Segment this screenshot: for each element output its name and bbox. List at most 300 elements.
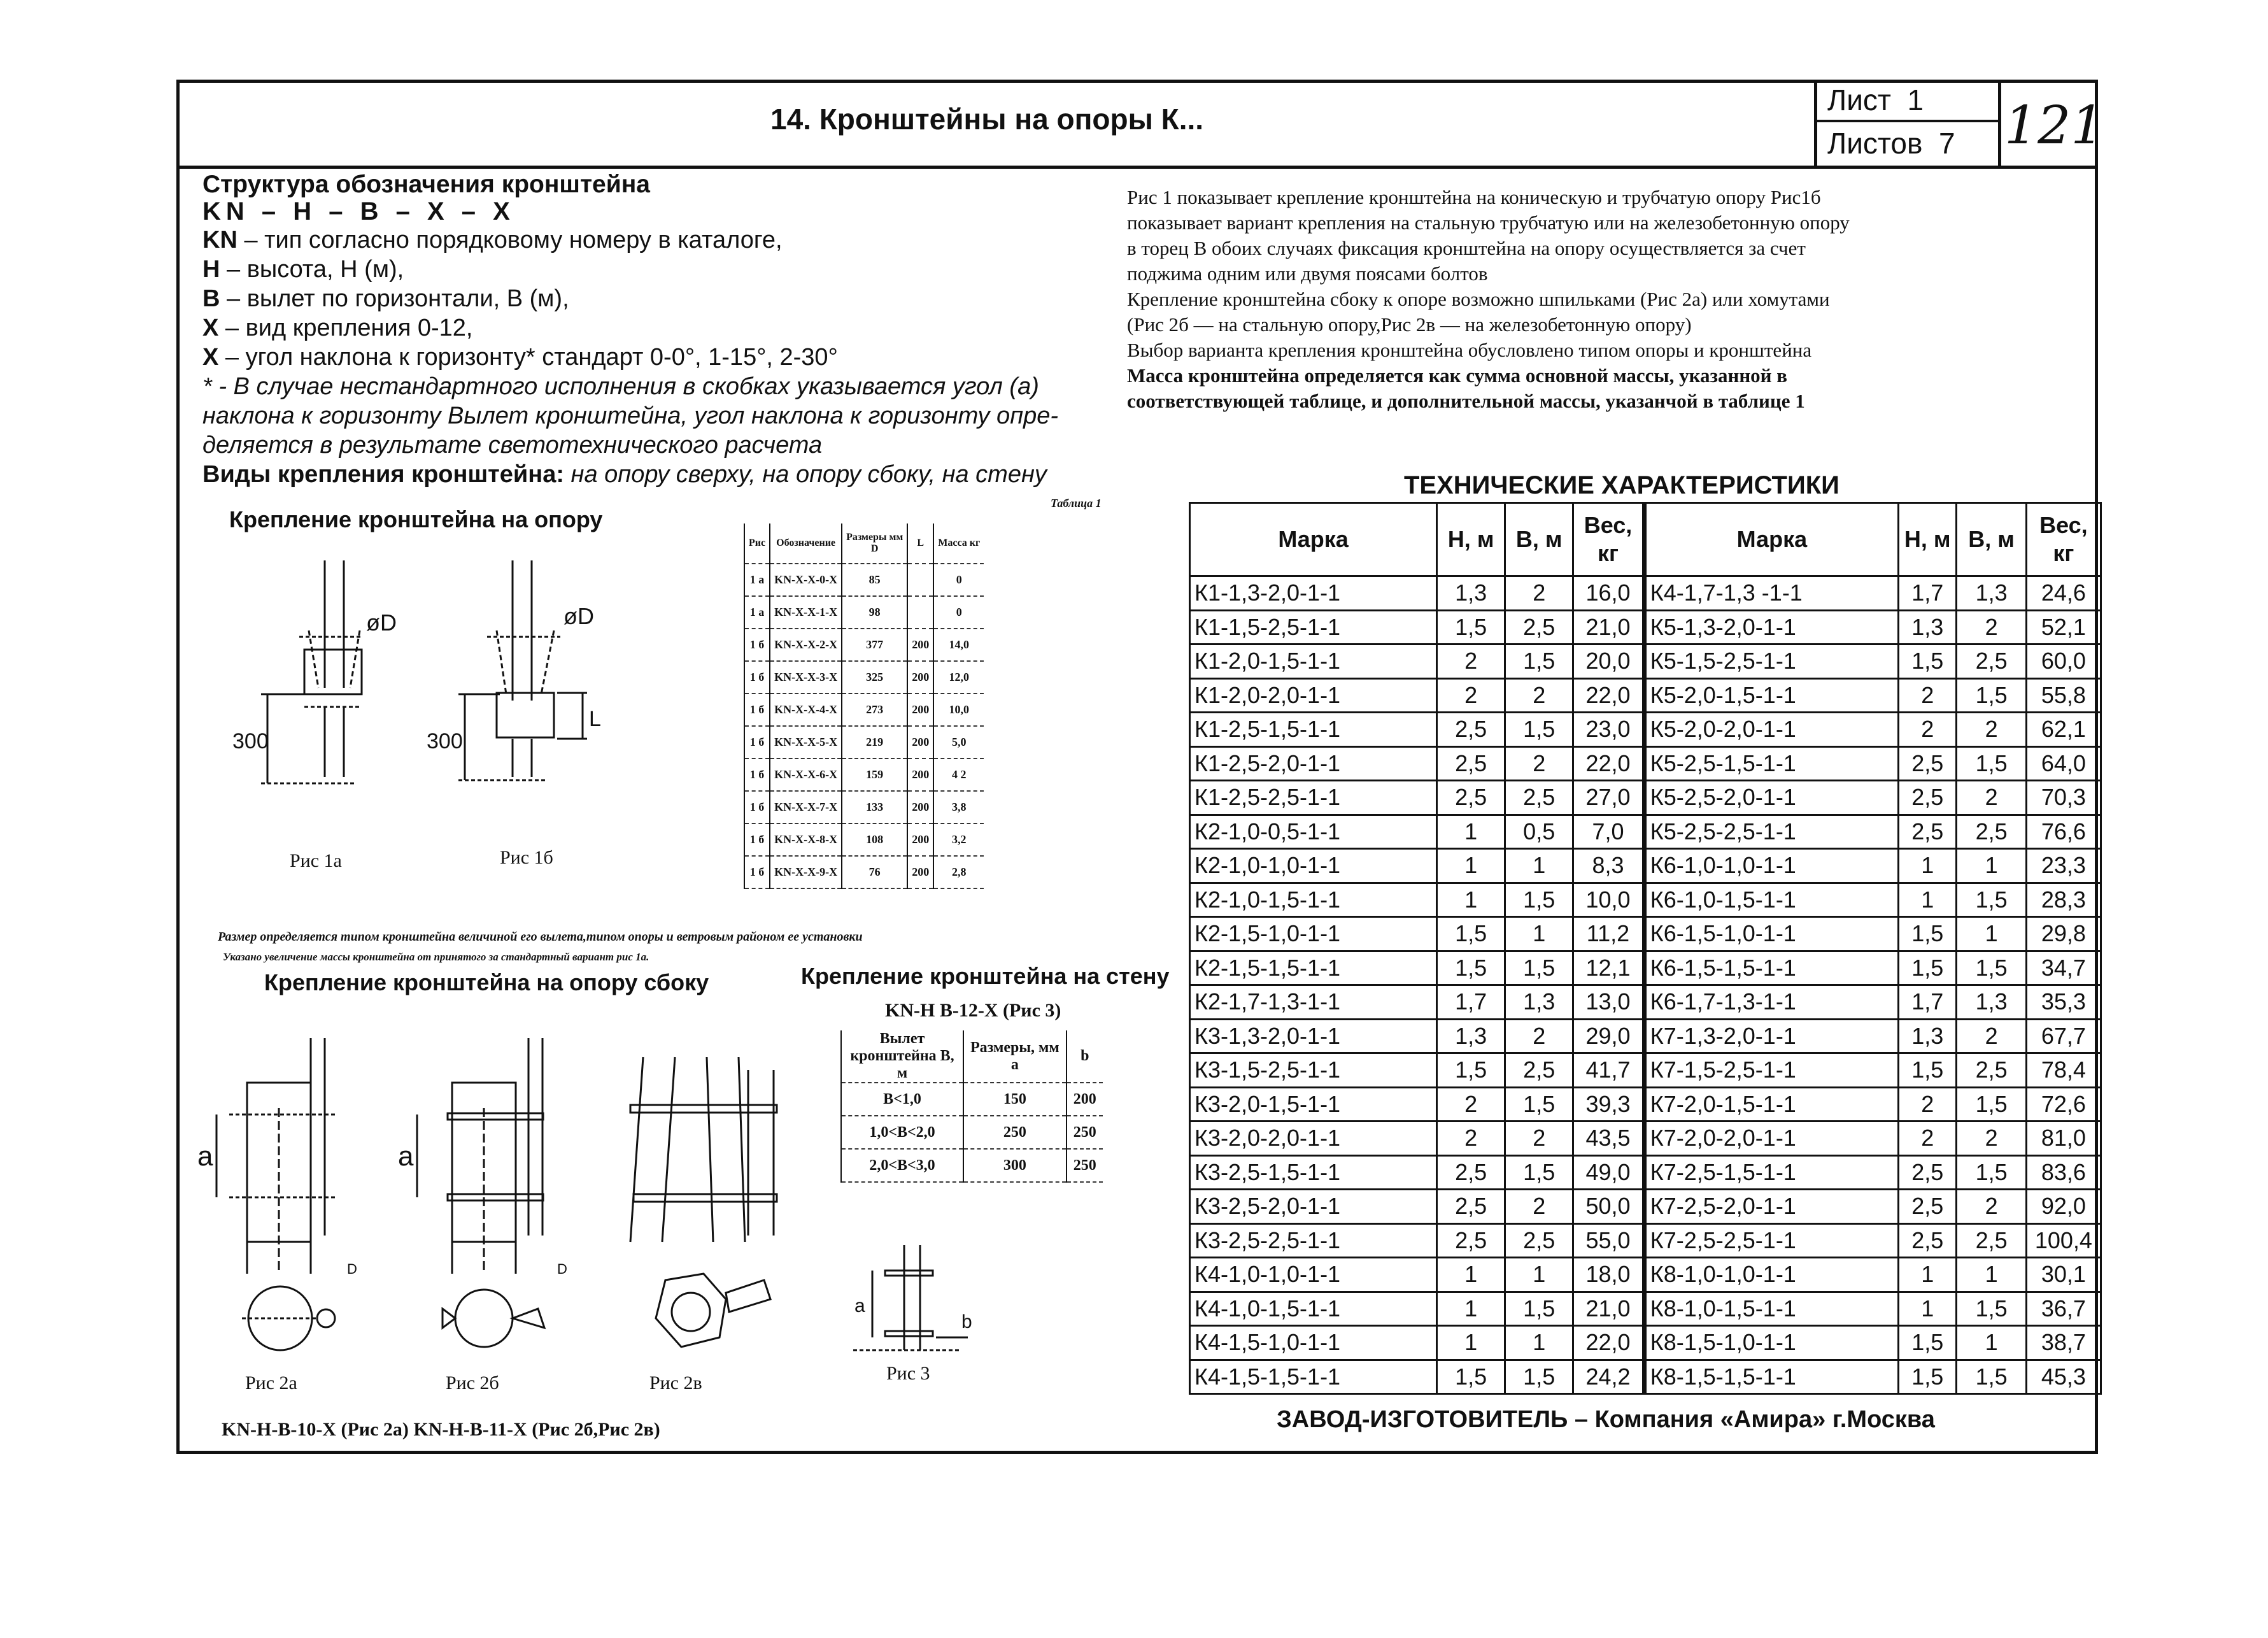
table-cell: KN-X-X-5-X (770, 726, 842, 758)
table-cell: 1 б (744, 791, 770, 823)
table-cell: 22,0 (1573, 1326, 1645, 1360)
table-cell: 108 (842, 823, 907, 856)
table-cell: К6-1,5-1,5-1-1 (1644, 951, 1898, 985)
table-cell: К3-1,3-2,0-1-1 (1190, 1019, 1437, 1053)
table-cell: 159 (842, 758, 907, 791)
table-cell: К6-1,5-1,0-1-1 (1644, 917, 1898, 951)
table-cell: 81,0 (2026, 1122, 2101, 1156)
table-cell: KN-X-X-3-X (770, 661, 842, 694)
sheets-label: Листов 7 (1827, 127, 1955, 160)
table-row (1190, 1053, 2101, 1088)
table-row (1190, 610, 2101, 645)
note-line-2: Указано увеличение массы кронштейна от принятого за стандартный вариант рис 1а. (223, 951, 649, 963)
table-cell: 2 (1899, 1087, 1957, 1122)
svg-text:300: 300 (427, 729, 463, 753)
table-cell: 1,5 (1437, 1360, 1505, 1394)
table-cell: 1,5 (1899, 951, 1957, 985)
description-line-4: поджима одним или двумя поясами болтов (1127, 262, 1488, 285)
table-cell: К1-2,0-1,5-1-1 (1190, 645, 1437, 679)
structure-line-x1: X – вид крепления 0-12, (202, 315, 473, 341)
table-cell: 2,5 (1505, 1223, 1573, 1258)
table-cell: 1,5 (1437, 917, 1505, 951)
table-cell: К2-1,5-1,5-1-1 (1190, 951, 1437, 985)
table-cell: К8-1,5-1,5-1-1 (1644, 1360, 1898, 1394)
table-cell: К5-2,5-2,5-1-1 (1644, 815, 1898, 849)
table-cell: К6-1,7-1,3-1-1 (1644, 985, 1898, 1020)
table-row (744, 823, 984, 856)
table-cell: 2 (1505, 1122, 1573, 1156)
table-cell: 2 (1505, 1019, 1573, 1053)
table-cell: 300 (963, 1149, 1067, 1182)
table-cell: 1 (1505, 1326, 1573, 1360)
description-bold-2: соответствующей таблице, и дополнительной массы, указанчой в таблице 1 (1127, 390, 1805, 412)
table-cell: 200 (1067, 1083, 1103, 1116)
tech-header-row (1190, 503, 2101, 576)
side-mount-title: Крепление кронштейна на опору сбоку (264, 969, 709, 995)
table-cell: 1,5 (1957, 678, 2026, 713)
tech-header-b-2: В, м (1957, 503, 2026, 576)
table-cell: 67,7 (2026, 1019, 2101, 1053)
table-cell: 1,5 (1505, 1155, 1573, 1190)
table-cell: 1,5 (1505, 1292, 1573, 1326)
table-cell: 2,5 (1899, 815, 1957, 849)
table-cell: 55,0 (1573, 1223, 1645, 1258)
table-row (1190, 815, 2101, 849)
table-cell: 1 б (744, 823, 770, 856)
table-cell: К2-1,0-1,5-1-1 (1190, 883, 1437, 917)
fig-2b-caption: Рис 2б (446, 1372, 499, 1393)
table-cell: KN-X-X-8-X (770, 823, 842, 856)
table-cell: 2,5 (1505, 1053, 1573, 1088)
svg-text:а: а (197, 1141, 213, 1172)
table-cell: 7,0 (1573, 815, 1645, 849)
table-cell: 200 (907, 758, 933, 791)
table-row (744, 856, 984, 888)
table-cell: KN-X-X-4-X (770, 694, 842, 726)
table1 (744, 523, 984, 889)
table-cell: 1 (1437, 1258, 1505, 1292)
table-cell: 2 (1505, 576, 1573, 611)
table-row (1190, 985, 2101, 1020)
table-cell: 200 (907, 629, 933, 661)
tech-header-mark-2: Марка (1644, 503, 1898, 576)
table-row (1190, 1360, 2101, 1394)
table-cell: 219 (842, 726, 907, 758)
table-cell: К7-2,0-2,0-1-1 (1644, 1122, 1898, 1156)
fig-2a-caption: Рис 2а (245, 1372, 297, 1393)
tech-header-b-1: В, м (1505, 503, 1573, 576)
table-cell: К7-2,5-1,5-1-1 (1644, 1155, 1898, 1190)
table1-header-l: L (907, 523, 933, 564)
tech-title: ТЕХНИЧЕСКИЕ ХАРАКТЕРИСТИКИ (1404, 471, 1839, 499)
tech-header-h-1: Н, м (1437, 503, 1505, 576)
table-cell: 1,5 (1957, 1087, 2026, 1122)
fig-1b-caption: Рис 1б (500, 847, 553, 868)
svg-text:b: b (961, 1311, 972, 1332)
description-line-3: в торец В обоих случаях фиксация кронштейна на опору осуществляется за счет (1127, 237, 1806, 259)
table-cell: 1,7 (1437, 985, 1505, 1020)
table-cell: К1-1,5-2,5-1-1 (1190, 610, 1437, 645)
page-title: 14. Кронштейны на опоры К... (770, 103, 1204, 136)
table1-caption: Таблица 1 (1051, 497, 1102, 509)
table-cell: 250 (1067, 1149, 1103, 1182)
table-cell: 2 (1957, 610, 2026, 645)
table-cell: 250 (1067, 1116, 1103, 1149)
table-cell: К3-1,5-2,5-1-1 (1190, 1053, 1437, 1088)
table-cell: 1 б (744, 726, 770, 758)
table-cell: 1,5 (1899, 1326, 1957, 1360)
table-row (841, 1083, 1103, 1116)
table-cell: 1 (1899, 849, 1957, 883)
table-cell: К2-1,7-1,3-1-1 (1190, 985, 1437, 1020)
table-cell: К5-2,0-2,0-1-1 (1644, 713, 1898, 747)
table-row (744, 661, 984, 694)
table-cell: 2,5 (1957, 1053, 2026, 1088)
table-cell: 200 (907, 856, 933, 888)
table-row (841, 1149, 1103, 1182)
table-cell: 1 (1505, 1258, 1573, 1292)
table-cell: К5-1,3-2,0-1-1 (1644, 610, 1898, 645)
table-cell: 70,3 (2026, 781, 2101, 815)
table-cell: 43,5 (1573, 1122, 1645, 1156)
table-cell: 2,5 (1505, 610, 1573, 645)
table-cell: 2 (1957, 781, 2026, 815)
tech-header-weight-1: Вес, кг (1573, 503, 1645, 576)
table-cell: 2 (1957, 713, 2026, 747)
table-cell: 3,8 (933, 791, 984, 823)
table-cell: 45,3 (2026, 1360, 2101, 1394)
table-cell: 29,0 (1573, 1019, 1645, 1053)
top-mount-title: Крепление кронштейна на опору (229, 506, 603, 532)
table-cell: 98 (842, 596, 907, 629)
table-row (1190, 678, 2101, 713)
table3 (840, 1030, 1103, 1183)
table-row (744, 694, 984, 726)
table-cell: 38,7 (2026, 1326, 2101, 1360)
fig-1b-drawing (420, 554, 630, 796)
table-cell: 28,3 (2026, 883, 2101, 917)
table-cell: К7-1,3-2,0-1-1 (1644, 1019, 1898, 1053)
table-cell: 16,0 (1573, 576, 1645, 611)
table-cell: 2,5 (1899, 746, 1957, 781)
table-cell: 1 (1957, 1258, 2026, 1292)
table-cell: К4-1,7-1,3 -1-1 (1644, 576, 1898, 611)
table-cell: 1,5 (1505, 645, 1573, 679)
table-cell: 41,7 (1573, 1053, 1645, 1088)
table-cell: К3-2,0-1,5-1-1 (1190, 1087, 1437, 1122)
table-cell (907, 596, 933, 629)
table-cell: 2,5 (1899, 781, 1957, 815)
table-cell: 76 (842, 856, 907, 888)
table-cell: К8-1,0-1,5-1-1 (1644, 1292, 1898, 1326)
table-cell: К4-1,5-1,5-1-1 (1190, 1360, 1437, 1394)
fig-1a-caption: Рис 1а (290, 850, 342, 871)
table-cell: 2,5 (1437, 713, 1505, 747)
table-cell: 85 (842, 564, 907, 596)
table-cell: 1 (1437, 1326, 1505, 1360)
table-cell: 24,6 (2026, 576, 2101, 611)
structure-line-b: B – вылет по горизонтали, В (м), (202, 285, 569, 312)
table-cell: 34,7 (2026, 951, 2101, 985)
table-cell: 1,5 (1437, 951, 1505, 985)
table-cell: 2,5 (1899, 1223, 1957, 1258)
table-cell: 64,0 (2026, 746, 2101, 781)
table-cell: К4-1,5-1,0-1-1 (1190, 1326, 1437, 1360)
svg-text:а: а (854, 1295, 865, 1316)
table-cell: 1,5 (1899, 917, 1957, 951)
table-cell: 1 (1899, 883, 1957, 917)
table-cell: 23,3 (2026, 849, 2101, 883)
table-cell: 13,0 (1573, 985, 1645, 1020)
table-cell: 1,5 (1957, 1360, 2026, 1394)
table-cell: 1,5 (1957, 746, 2026, 781)
fig-3-caption: Рис 3 (886, 1363, 930, 1384)
fig-2a-drawing (191, 1032, 363, 1363)
table-row (1190, 1292, 2101, 1326)
table-cell: 1,5 (1957, 883, 2026, 917)
table-cell: 200 (907, 823, 933, 856)
table-cell: 5,0 (933, 726, 984, 758)
tech-header-weight-2: Вес, кг (2026, 503, 2101, 576)
table-row (744, 596, 984, 629)
table-cell: 1 (1505, 849, 1573, 883)
table-cell: 1 б (744, 661, 770, 694)
description-line-7: Выбор варианта крепления кронштейна обусловлено типом опоры и кронштейна (1127, 339, 1812, 361)
structure-heading: Структура обозначения кронштейна (202, 171, 650, 198)
note-line-1: Размер определяется типом кронштейна величиной его вылета,типом опоры и ветровым районом ее установки (218, 930, 863, 944)
table-cell: К6-1,0-1,0-1-1 (1644, 849, 1898, 883)
table-row (1190, 1087, 2101, 1122)
table-cell: 22,0 (1573, 678, 1645, 713)
table-cell: 273 (842, 694, 907, 726)
description-line-5: Крепление кронштейна сбоку к опоре возможно шпильками (Рис 2а) или хомутами (1127, 288, 1830, 310)
tech-body (1190, 576, 2101, 1394)
table-cell: KN-X-X-6-X (770, 758, 842, 791)
table-cell: 12,1 (1573, 951, 1645, 985)
sheet-label: Лист 1 (1827, 83, 1924, 117)
svg-text:D: D (557, 1261, 567, 1277)
table-cell: К5-2,0-1,5-1-1 (1644, 678, 1898, 713)
table-cell: 1,5 (1505, 951, 1573, 985)
table-cell: К7-1,5-2,5-1-1 (1644, 1053, 1898, 1088)
table-cell: 30,1 (2026, 1258, 2101, 1292)
table3-header-reach: Вылет кронштейна В, м (841, 1030, 963, 1083)
table-cell: 12,0 (933, 661, 984, 694)
manufacturer: ЗАВОД-ИЗГОТОВИТЕЛЬ – Компания «Амира» г.Москва (1277, 1406, 1935, 1433)
table-cell: 1,3 (1899, 610, 1957, 645)
table3-header (841, 1030, 1103, 1083)
stamp-divider-right (1998, 80, 2001, 167)
table-cell: 2 (1505, 1190, 1573, 1224)
table1-header-fig: Рис (744, 523, 770, 564)
table-cell: 24,2 (1573, 1360, 1645, 1394)
table-cell: 60,0 (2026, 645, 2101, 679)
table-cell: 2,5 (1437, 1155, 1505, 1190)
table-cell: KN-X-X-2-X (770, 629, 842, 661)
table-cell: 0 (933, 596, 984, 629)
table-cell: 2 (1957, 1019, 2026, 1053)
table-cell: 100,4 (2026, 1223, 2101, 1258)
table-cell: 10,0 (1573, 883, 1645, 917)
table-cell: KN-X-X-7-X (770, 791, 842, 823)
table-cell: К3-2,5-1,5-1-1 (1190, 1155, 1437, 1190)
table-cell: 2 (1899, 1122, 1957, 1156)
table-row (1190, 849, 2101, 883)
tech-header-mark-1: Марка (1190, 503, 1437, 576)
table-cell: 133 (842, 791, 907, 823)
table-cell: 1,5 (1957, 1292, 2026, 1326)
table-row (1190, 576, 2101, 611)
structure-line-kn: KN – тип согласно порядковому номеру в каталоге, (202, 227, 783, 253)
table-row (1190, 746, 2101, 781)
table-cell: 1 (1437, 883, 1505, 917)
table-cell: 0 (933, 564, 984, 596)
table-cell: 1,3 (1437, 1019, 1505, 1053)
table-row (1190, 713, 2101, 747)
table-cell: 39,3 (1573, 1087, 1645, 1122)
fig-2v-drawing (618, 1032, 802, 1363)
table-cell: 22,0 (1573, 746, 1645, 781)
table3-header-b: b (1067, 1030, 1103, 1083)
stamp-divider-mid (1814, 120, 2000, 122)
table-row (744, 758, 984, 791)
table-row (744, 629, 984, 661)
table-cell: 1 (1437, 849, 1505, 883)
table-cell: 14,0 (933, 629, 984, 661)
table-row (1190, 1155, 2101, 1190)
table-cell: 2 (1505, 678, 1573, 713)
table-cell: 2 (1437, 1087, 1505, 1122)
wall-mount-code: KN-H B-12-X (Рис 3) (885, 1000, 1061, 1021)
stamp-divider-left (1814, 80, 1817, 167)
description-line-6: (Рис 2б — на стальную опору,Рис 2в — на железобетонную опору) (1127, 313, 1692, 336)
structure-formula: KN – H – B – X – X (202, 197, 515, 225)
table-cell: 1,3 (1437, 576, 1505, 611)
svg-text:L: L (589, 707, 601, 731)
table-cell: 2,5 (1957, 1223, 2026, 1258)
table-cell: 1,7 (1899, 985, 1957, 1020)
table-cell: К7-2,5-2,5-1-1 (1644, 1223, 1898, 1258)
page-number: 121 (2004, 96, 2104, 156)
table-row (744, 726, 984, 758)
table-cell: 200 (907, 726, 933, 758)
table-cell: К2-1,0-1,0-1-1 (1190, 849, 1437, 883)
table-cell: 1,3 (1505, 985, 1573, 1020)
table-cell: 2,5 (1899, 1155, 1957, 1190)
table-row (1190, 645, 2101, 679)
table-cell: 2 (1437, 1122, 1505, 1156)
structure-line-x2: X – угол наклона к горизонту* стандарт 0-0°, 1-15°, 2-30° (202, 344, 838, 371)
table-cell: К4-1,0-1,0-1-1 (1190, 1258, 1437, 1292)
description-line-1: Рис 1 показывает крепление кронштейна на коническую и трубчатую опору Рис1б (1127, 186, 1821, 208)
table-cell: К4-1,0-1,5-1-1 (1190, 1292, 1437, 1326)
table-cell: 1,5 (1505, 883, 1573, 917)
table-cell: 1,3 (1957, 985, 2026, 1020)
table-cell: К3-2,0-2,0-1-1 (1190, 1122, 1437, 1156)
tech-header-h-2: Н, м (1899, 503, 1957, 576)
table-cell: 1,5 (1957, 1155, 2026, 1190)
structure-line-h: H – высота, Н (м), (202, 256, 404, 283)
table-row (1190, 951, 2101, 985)
table-cell: 2,5 (1899, 1190, 1957, 1224)
table-cell: 0,5 (1505, 815, 1573, 849)
table-cell: 2,0<В<3,0 (841, 1149, 963, 1182)
svg-text:øD: øD (366, 609, 397, 636)
table-cell: 325 (842, 661, 907, 694)
table-cell: 55,8 (2026, 678, 2101, 713)
table-cell: 1 (1437, 1292, 1505, 1326)
wall-mount-title: Крепление кронштейна на стену (801, 963, 1170, 989)
table-cell: 2 (1437, 678, 1505, 713)
table-cell: 92,0 (2026, 1190, 2101, 1224)
description-bold-1: Масса кронштейна определяется как сумма основной массы, указанной в (1127, 364, 1788, 387)
table-cell: 3,2 (933, 823, 984, 856)
table-cell: 1 (1957, 1326, 2026, 1360)
table-cell: 23,0 (1573, 713, 1645, 747)
table-row (1190, 917, 2101, 951)
table-cell: 49,0 (1573, 1155, 1645, 1190)
table-cell: К5-2,5-1,5-1-1 (1644, 746, 1898, 781)
table-cell (907, 564, 933, 596)
table-cell: 1,5 (1437, 610, 1505, 645)
table3-header-a: Размеры, мм а (963, 1030, 1067, 1083)
table-cell: 1,5 (1437, 1053, 1505, 1088)
table-cell: 36,7 (2026, 1292, 2101, 1326)
table-cell: 1 б (744, 856, 770, 888)
table-cell: 2 (1957, 1190, 2026, 1224)
table-cell: 200 (907, 661, 933, 694)
table-cell: 1 а (744, 596, 770, 629)
table-cell: 2 (1957, 1122, 2026, 1156)
table-cell: 2,5 (1437, 746, 1505, 781)
table-cell: 250 (963, 1116, 1067, 1149)
table-cell: 21,0 (1573, 1292, 1645, 1326)
table-cell: 1 (1899, 1292, 1957, 1326)
table-cell: 2 (1505, 746, 1573, 781)
table-cell: 18,0 (1573, 1258, 1645, 1292)
table-cell: К2-1,0-0,5-1-1 (1190, 815, 1437, 849)
table-cell: К5-1,5-2,5-1-1 (1644, 645, 1898, 679)
table-cell: 76,6 (2026, 815, 2101, 849)
table-cell: К3-2,5-2,5-1-1 (1190, 1223, 1437, 1258)
table-cell: KN-X-X-1-X (770, 596, 842, 629)
table-cell: 2,8 (933, 856, 984, 888)
table-cell: 1 б (744, 629, 770, 661)
table-row (744, 564, 984, 596)
table-cell: К8-1,0-1,0-1-1 (1644, 1258, 1898, 1292)
table-cell: 1 (1437, 815, 1505, 849)
table-cell: К1-2,5-1,5-1-1 (1190, 713, 1437, 747)
table-cell: 200 (907, 694, 933, 726)
table-cell: К1-1,3-2,0-1-1 (1190, 576, 1437, 611)
table-cell: 2,5 (1437, 781, 1505, 815)
table-cell: К3-2,5-2,0-1-1 (1190, 1190, 1437, 1224)
table-cell: К1-2,5-2,0-1-1 (1190, 746, 1437, 781)
table1-header-mass: Масса кг (933, 523, 984, 564)
table-cell: 10,0 (933, 694, 984, 726)
fig-2b-drawing (392, 1032, 567, 1363)
table-cell: 1 б (744, 758, 770, 791)
table-cell: 1 (1957, 917, 2026, 951)
table-cell: 1,5 (1505, 1360, 1573, 1394)
table1-header (744, 523, 984, 564)
table-cell: 2,5 (1505, 781, 1573, 815)
table-row (841, 1116, 1103, 1149)
table-cell: 72,6 (2026, 1087, 2101, 1122)
tech-table (1189, 502, 2102, 1395)
structure-footnote-1: * - В случае нестандартного исполнения в скобках указывается угол (а) (202, 373, 1039, 400)
fig-2v-caption: Рис 2в (649, 1372, 702, 1393)
